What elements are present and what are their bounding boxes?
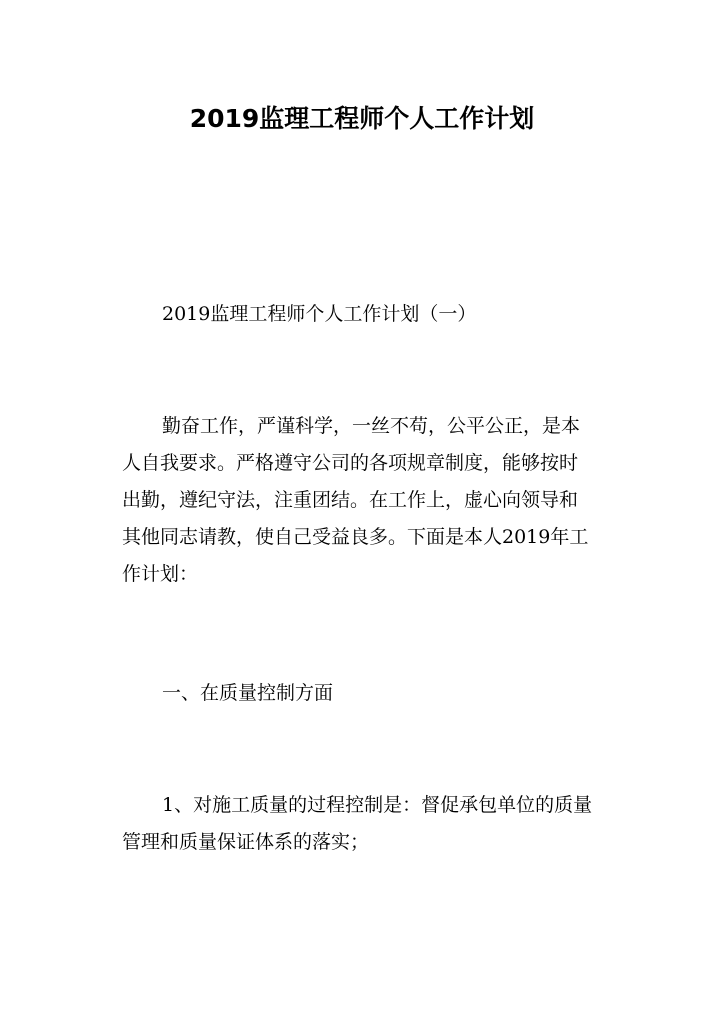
intro-line: 人自我要求。严格遵守公司的各项规章制度，能够按时 [122, 452, 579, 474]
intro-line: 出勤，遵纪守法，注重团结。在工作上，虚心向领导和 [122, 489, 579, 511]
item-1-paragraph [122, 787, 602, 861]
intro-line: 作计划： [122, 563, 199, 585]
intro-paragraph [122, 408, 602, 593]
intro-line: 勤奋工作，严谨科学，一丝不苟，公平公正，是本 [162, 415, 581, 437]
item-1-line: 1、对施工质量的过程控制是：督促承包单位的质量 [162, 794, 593, 816]
intro-line: 其他同志请教，使自己受益良多。下面是本人2019年工 [122, 526, 589, 548]
subtitle: 2019监理工程师个人工作计划（一） [162, 303, 477, 325]
page-title: 2019监理工程师个人工作计划 [189, 104, 535, 133]
section-heading: 一、在质量控制方面 [162, 682, 334, 704]
item-1-line: 管理和质量保证体系的落实； [122, 831, 370, 853]
